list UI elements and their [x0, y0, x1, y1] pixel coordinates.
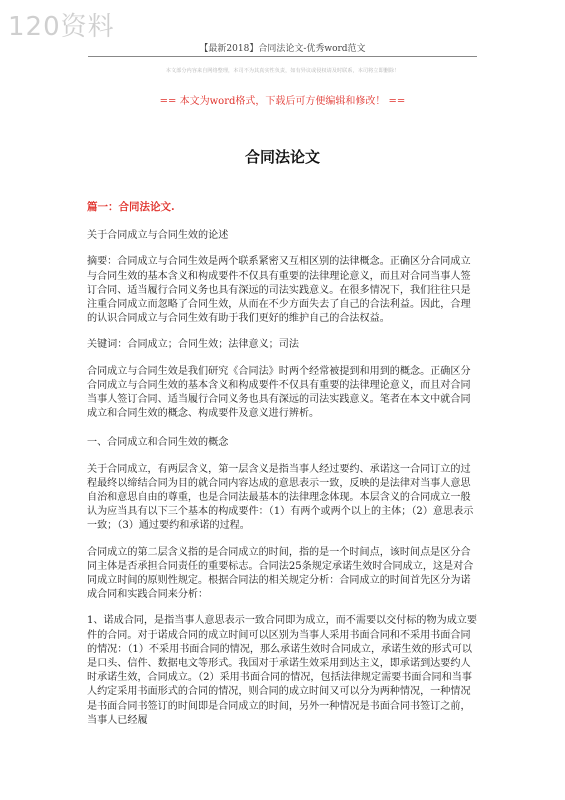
article-subtitle: 关于合同成立与合同生效的论述 — [87, 230, 229, 242]
body-paragraph: 关于合同成立，有两层含义，第一层含义是指当事人经过要约、承诺这一合同订立的过程最终以缔结合同为目的就合同内容达成的意思表示一致，反映的是法律对当事人意思自治和意思自由的尊重，也是合同法最基本的法律理念体现。本层含义的合同成立一般认为应当具有以下三个基本的构成要件：（1）有两个或两个以上的主体；（2）意思表示一致；（3）通过要约和承诺的过程。 — [87, 463, 474, 532]
header-divider — [88, 56, 477, 57]
body-paragraph: 1、诺成合同，是指当事人意思表示一致合同即为成立，而不需要以交付标的物为成立要件的合同。对于诺成合同的成立时间可以区别为当事人采用书面合同和不采用书面合同的情况：（1）不采用书面合同的情况，那么承诺生效时合同成立，承诺生效的形式可以是口头、信件、数据电文等形式。我国对于承诺生效采用到达主义，即承诺到达要约人时承诺生效，合同成立。（2）采用书面合同的情况，包括法律规定需要书面合同和当事人约定采用书面形式的合同的情况，则合同的成立时间又可以分为两种情况，一种情况是书面合同书签订的时间即是合同成立的时间，另外一种情况是书面合同书签订之前，当事人已经履 — [87, 615, 477, 726]
watermark-logo: 120资料 — [8, 12, 115, 42]
page-title: 合同法论文 — [244, 148, 320, 166]
keywords-paragraph: 关键词：合同成立；合同生效；法律意义；司法 — [87, 339, 299, 351]
format-notice: == 本文为word格式，下载后可方便编辑和修改！ == — [159, 96, 406, 107]
section-heading: 一、合同成立和合同生效的概念 — [87, 437, 229, 449]
disclaimer-text: 本文部分内容来自网络整理，本司不为其真实性负责，如有异议或侵权请及时联系，本司将立即删除！ — [165, 68, 400, 74]
abstract-paragraph: 摘要：合同成立与合同生效是两个联系紧密又互相区别的法律概念。正确区分合同成立与合同生效的基本含义和构成要件不仅具有重要的法律理论意义，而且对合同当事人签订合同、适当履行合同义务也具有深远的司法实践意义。在很多情况下，我们往往只是注重合同成立而忽略了合同生效，从而在不少方面失去了自己的合法利益。因此，合理的认识合同成立与合同生效有助于我们更好的维护自己的合法权益。 — [87, 256, 471, 325]
chapter-heading: 篇一：合同法论文. — [87, 201, 175, 213]
body-paragraph: 合同成立的第二层含义指的是合同成立的时间，指的是一个时间点，该时间点是区分合同主体是否承担合同责任的重要标志。合同法25条规定承诺生效时合同成立，这是对合同成立时间的原则性规定。根据合同法的相关规定分析：合同成立的时间首先区分为诺成合同和实践合同来分析： — [87, 546, 474, 601]
document-body — [87, 200, 479, 728]
running-header: 【最新2018】合同法论文-优秀word范文 — [199, 44, 366, 54]
intro-paragraph: 合同成立与合同生效是我们研究《合同法》时两个经常被提到和用到的概念。正确区分合同成立与合同生效的基本含义和构成要件不仅具有重要的法律理论意义，而且对合同当事人签订合同、适当履行合同义务也具有深远的司法实践意义。笔者在本文中就合同成立和合同生效的概念、构成要件及意义进行辨析。 — [87, 365, 471, 420]
